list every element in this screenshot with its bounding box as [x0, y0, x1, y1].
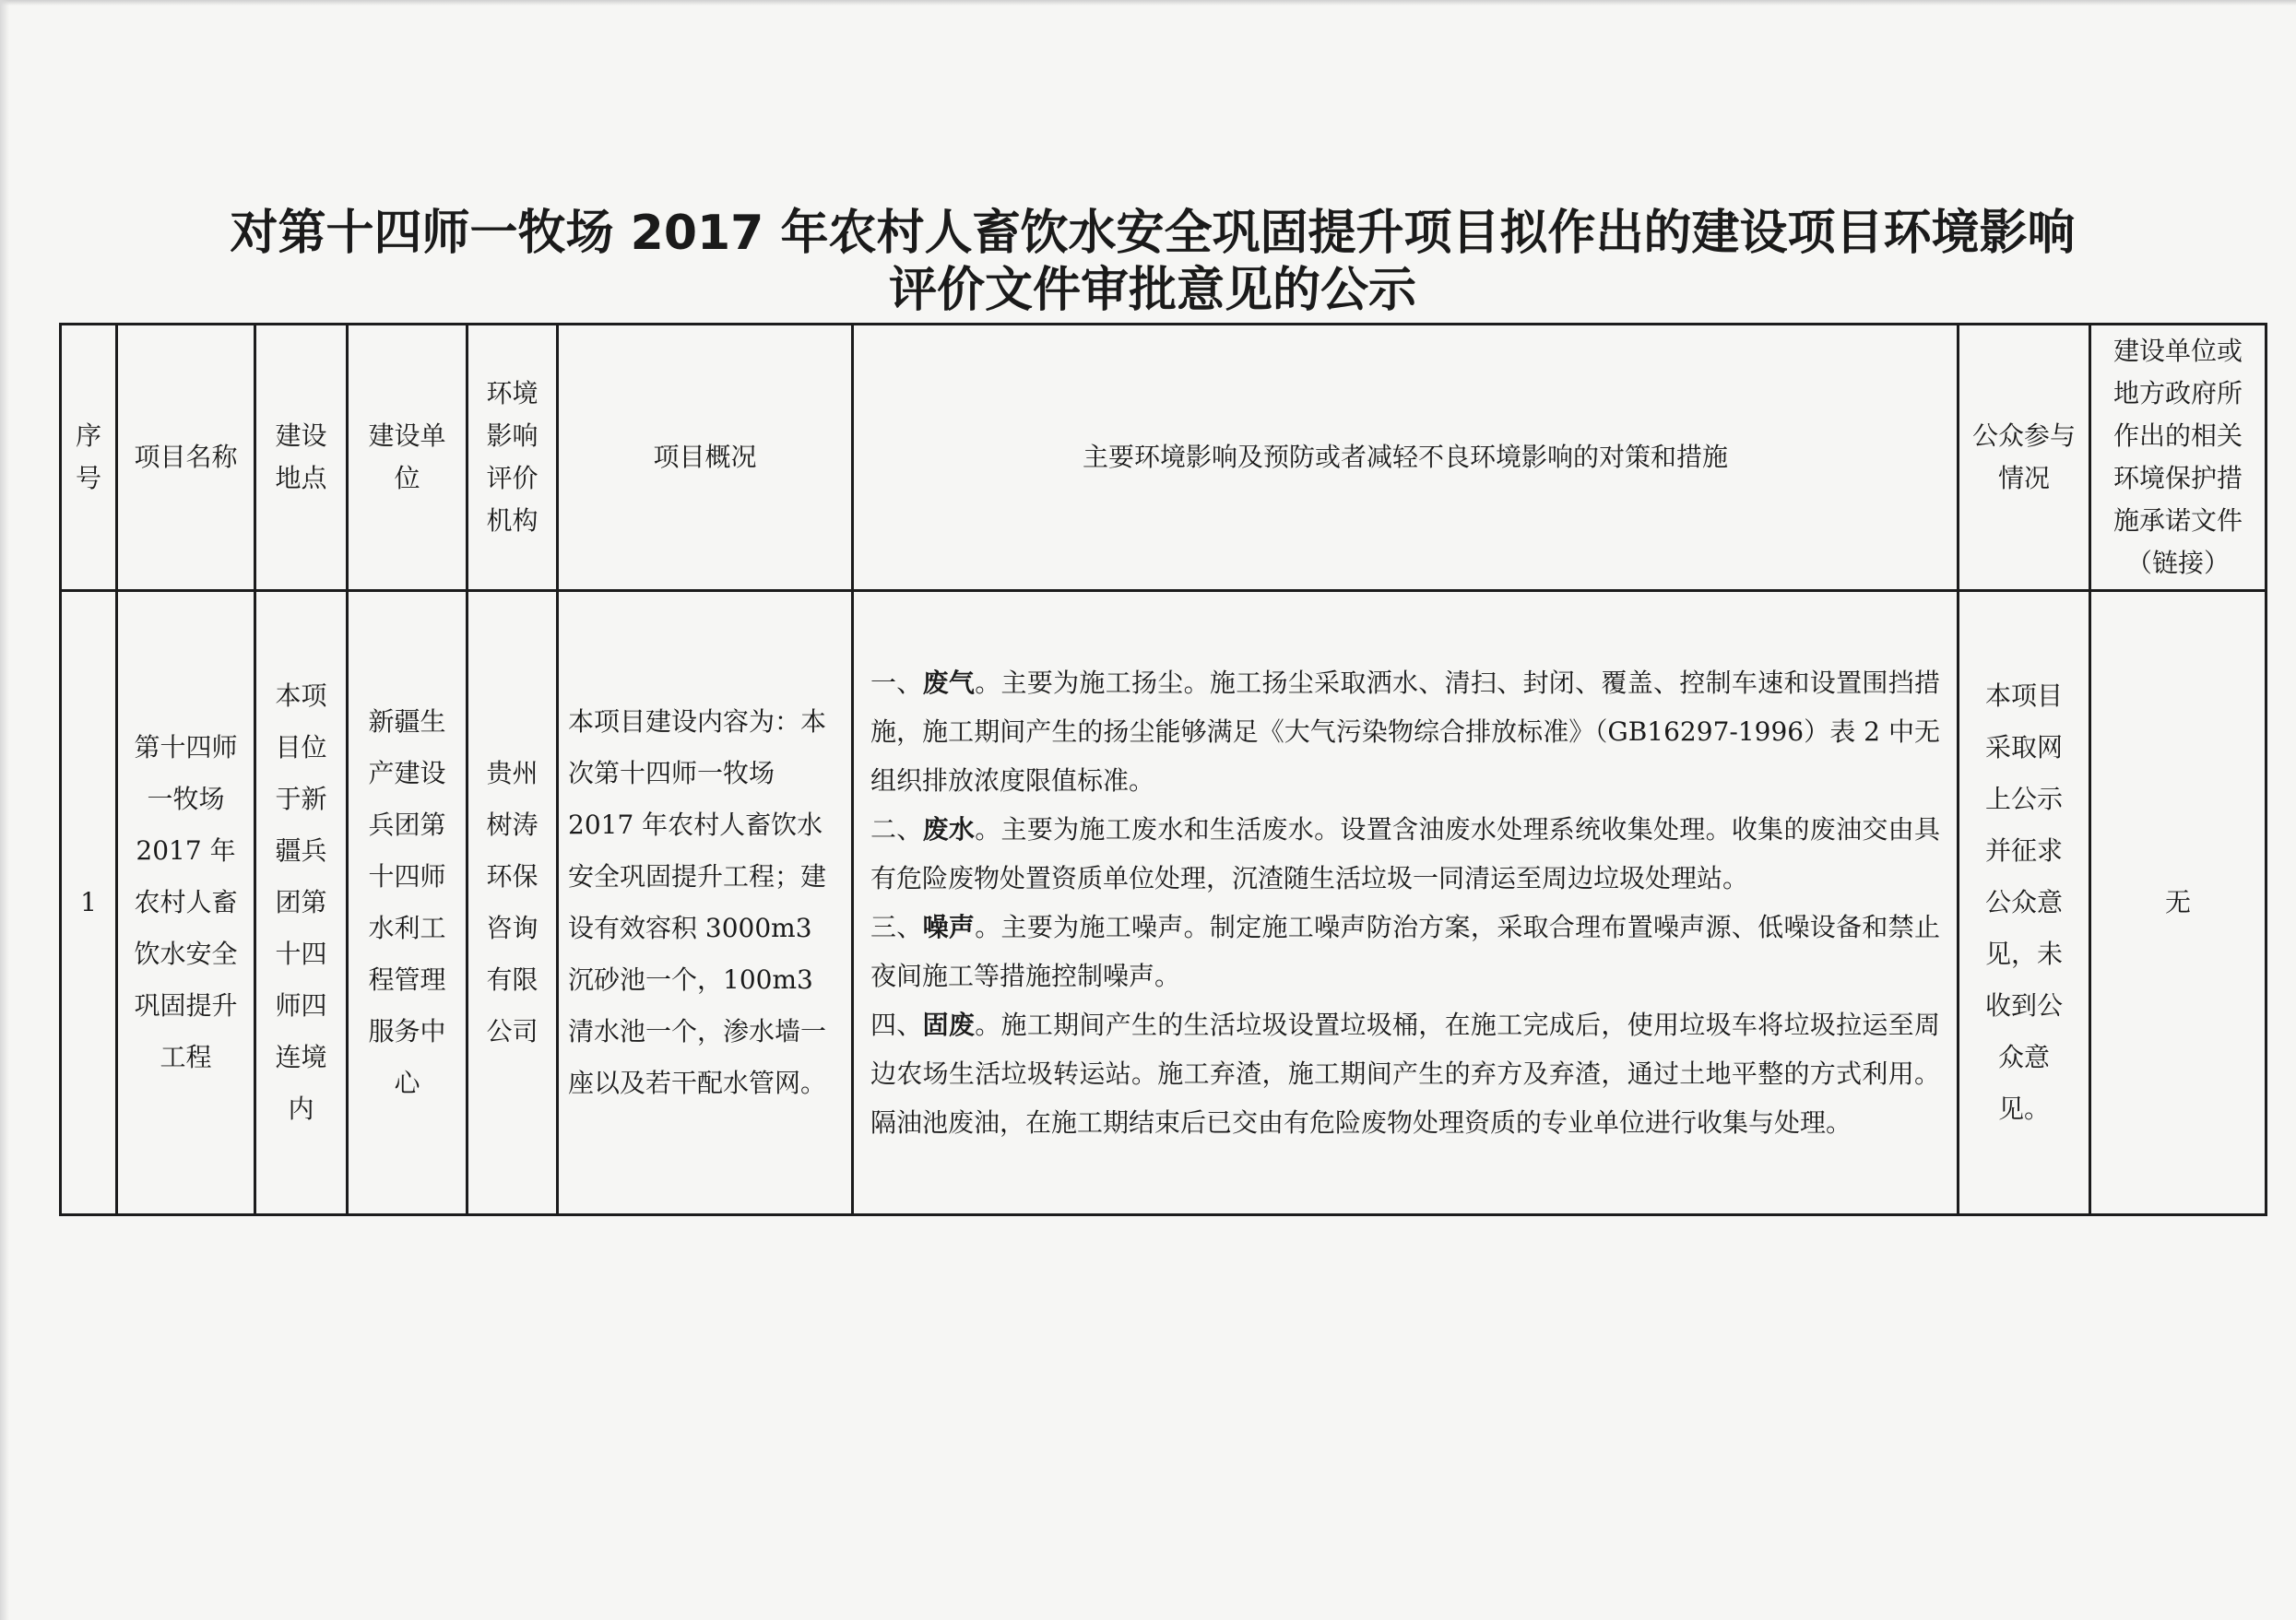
header-eia-agency: 环境影响评价机构 — [467, 325, 558, 591]
header-measures: 主要环境影响及预防或者减轻不良环境影响的对策和措施 — [853, 325, 1959, 591]
measure-text: 。主要为施工噪声。制定施工噪声防治方案，采取合理布置噪声源、低噪设备和禁止夜间施工等措施控制噪声。 — [870, 912, 1940, 991]
measure-label: 固废 — [922, 1010, 976, 1040]
measure-label: 废气 — [922, 668, 976, 698]
measure-item-solid-waste — [870, 1000, 1940, 1147]
header-seq: 序号 — [61, 325, 117, 591]
cell-measures — [853, 591, 1959, 1215]
measure-label: 噪声 — [922, 912, 976, 942]
measure-text: 。主要为施工废水和生活废水。设置含油废水处理系统收集处理。收集的废油交由具有危险废物处置资质单位处理，沉渣随生活垃圾一同清运至周边垃圾处理站。 — [870, 814, 1940, 893]
cell-eia-agency: 贵州树涛环保咨询有限公司 — [467, 591, 558, 1215]
scan-edge-left — [0, 0, 9, 1620]
header-overview: 项目概况 — [558, 325, 853, 591]
header-commitment: 建设单位或地方政府所作出的相关环境保护措施承诺文件（链接） — [2090, 325, 2266, 591]
header-builder: 建设单位 — [348, 325, 467, 591]
cell-project-name: 第十四师一牧场 2017 年农村人畜饮水安全巩固提升工程 — [117, 591, 255, 1215]
title-line-1: 对第十四师一牧场 2017 年农村人畜饮水安全巩固提升项目拟作出的建设项目环境影响 — [230, 206, 2076, 261]
header-public: 公众参与情况 — [1959, 325, 2090, 591]
header-row — [61, 325, 2266, 591]
measure-prefix: 二、 — [870, 814, 923, 845]
cell-builder: 新疆生产建设兵团第十四师水利工程管理服务中心 — [348, 591, 467, 1215]
overview-text: 本项目建设内容为：本次第十四师一牧场 2017 年农村人畜饮水安全巩固提升工程；建设有效容积 3000m3 沉砂池一个，100m3 清水池一个，渗水墙一 座以及若干配水管网。 — [568, 706, 827, 1098]
document-title — [138, 205, 2167, 319]
measure-prefix: 一、 — [870, 668, 923, 698]
measure-item-noise — [870, 903, 1940, 1000]
cell-public: 本项目采取网上公示并征求公众意见，未收到公众意见。 — [1959, 591, 2090, 1215]
measure-text: 。主要为施工扬尘。施工扬尘采取洒水、清扫、封闭、覆盖、控制车速和设置围挡措施，施工期间产生的扬尘能够满足《大气污染物综合排放标准》（GB16297-1996）表 2 中无组织排放浓度限值标准。 — [870, 668, 1940, 796]
header-project-name: 项目名称 — [117, 325, 255, 591]
measure-label: 废水 — [922, 814, 976, 845]
table-row — [61, 591, 2266, 1215]
cell-seq: 1 — [61, 591, 117, 1215]
cell-overview — [558, 591, 853, 1215]
cell-location: 本项目位于新疆兵团第十四师四连境内 — [255, 591, 348, 1215]
measure-prefix: 三、 — [870, 912, 923, 942]
header-location: 建设地点 — [255, 325, 348, 591]
title-line-2: 评价文件审批意见的公示 — [888, 263, 1416, 318]
measure-item-water — [870, 805, 1940, 903]
approval-table — [59, 323, 2267, 1216]
measure-text: 。施工期间产生的生活垃圾设置垃圾桶，在施工完成后，使用垃圾车将垃圾拉运至周边农场生活垃圾转运站。施工弃渣，施工期间产生的弃方及弃渣，通过土地平整的方式利用。隔油池废油，在施工期结束后已交由有危险废物处理资质的专业单位进行收集与处理。 — [870, 1010, 1940, 1138]
measure-prefix: 四、 — [870, 1010, 923, 1040]
cell-commitment: 无 — [2090, 591, 2266, 1215]
measure-item-air — [870, 658, 1940, 805]
scan-edge-top — [0, 0, 2296, 6]
